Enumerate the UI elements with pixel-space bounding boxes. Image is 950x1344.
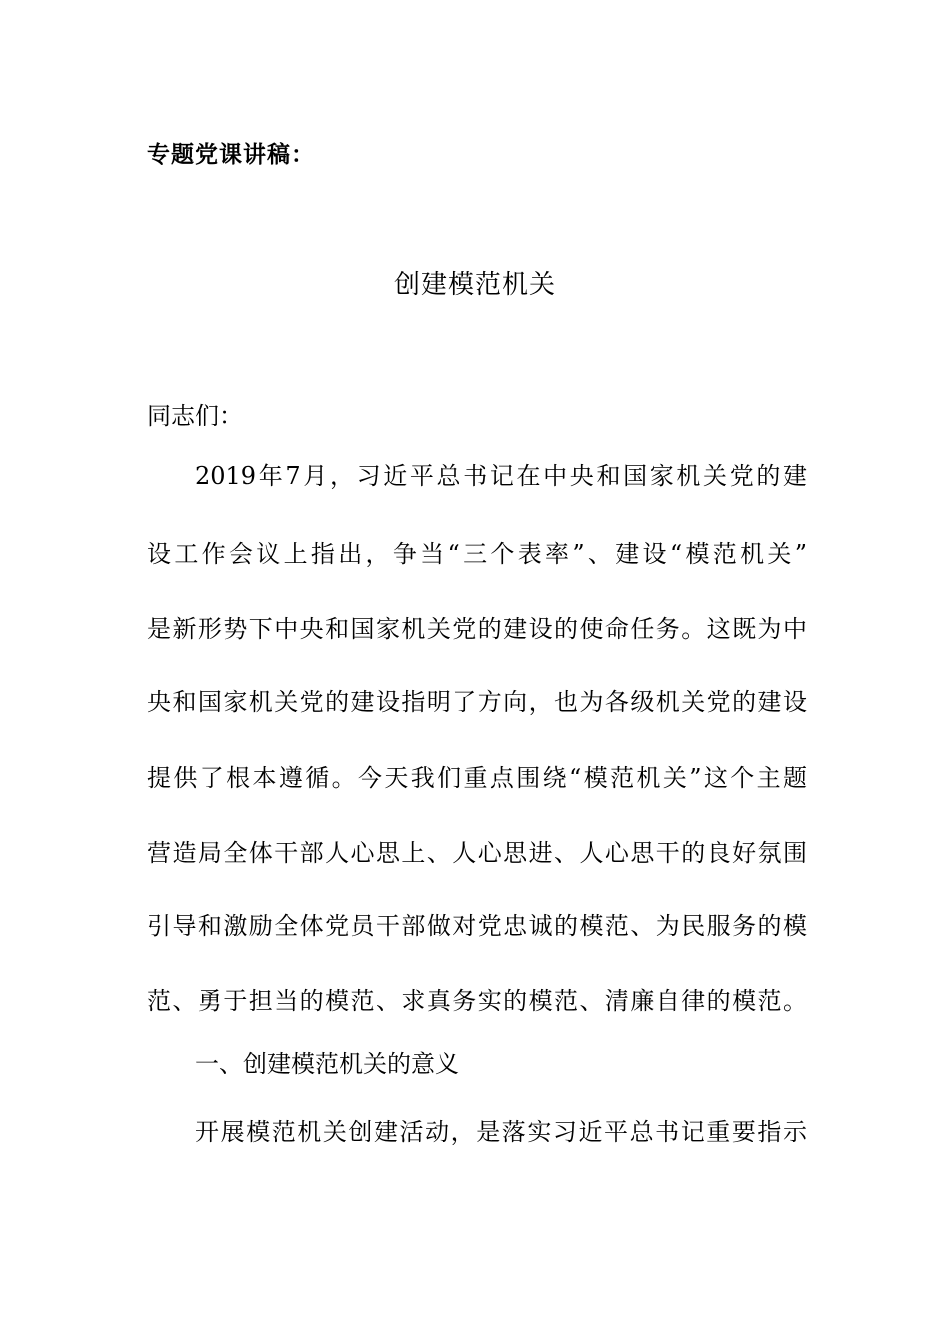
salutation: 同志们： — [147, 402, 243, 430]
paragraph-line: 是新形势下中央和国家机关党的建设的使命任务。这既为中 — [147, 615, 807, 643]
document-kicker: 专题党课讲稿： — [147, 142, 315, 168]
paragraph-line: 引导和激励全体党员干部做对党忠诚的模范、为民服务的模 — [147, 912, 807, 940]
paragraph-line: 开展模范机关创建活动，是落实习近平总书记重要指示 — [195, 1118, 807, 1146]
paragraph-line: 范、勇于担当的模范、求真务实的模范、清廉自律的模范。 — [147, 987, 807, 1015]
section-heading: 一、创建模范机关的意义 — [195, 1050, 459, 1078]
paragraph-line: 营造局全体干部人心思上、人心思进、人心思干的良好氛围 — [147, 839, 807, 867]
paragraph-line: 设工作会议上指出，争当“三个表率”、建设“模范机关” — [147, 540, 807, 568]
paragraph-line: 提供了根本遵循。今天我们重点围绕“模范机关”这个主题 — [147, 764, 807, 792]
paragraph-line: 2019年7月，习近平总书记在中央和国家机关党的建 — [195, 462, 807, 490]
paragraph-line: 央和国家机关党的建设指明了方向，也为各级机关党的建设 — [147, 688, 807, 716]
document-title: 创建模范机关 — [393, 270, 556, 300]
